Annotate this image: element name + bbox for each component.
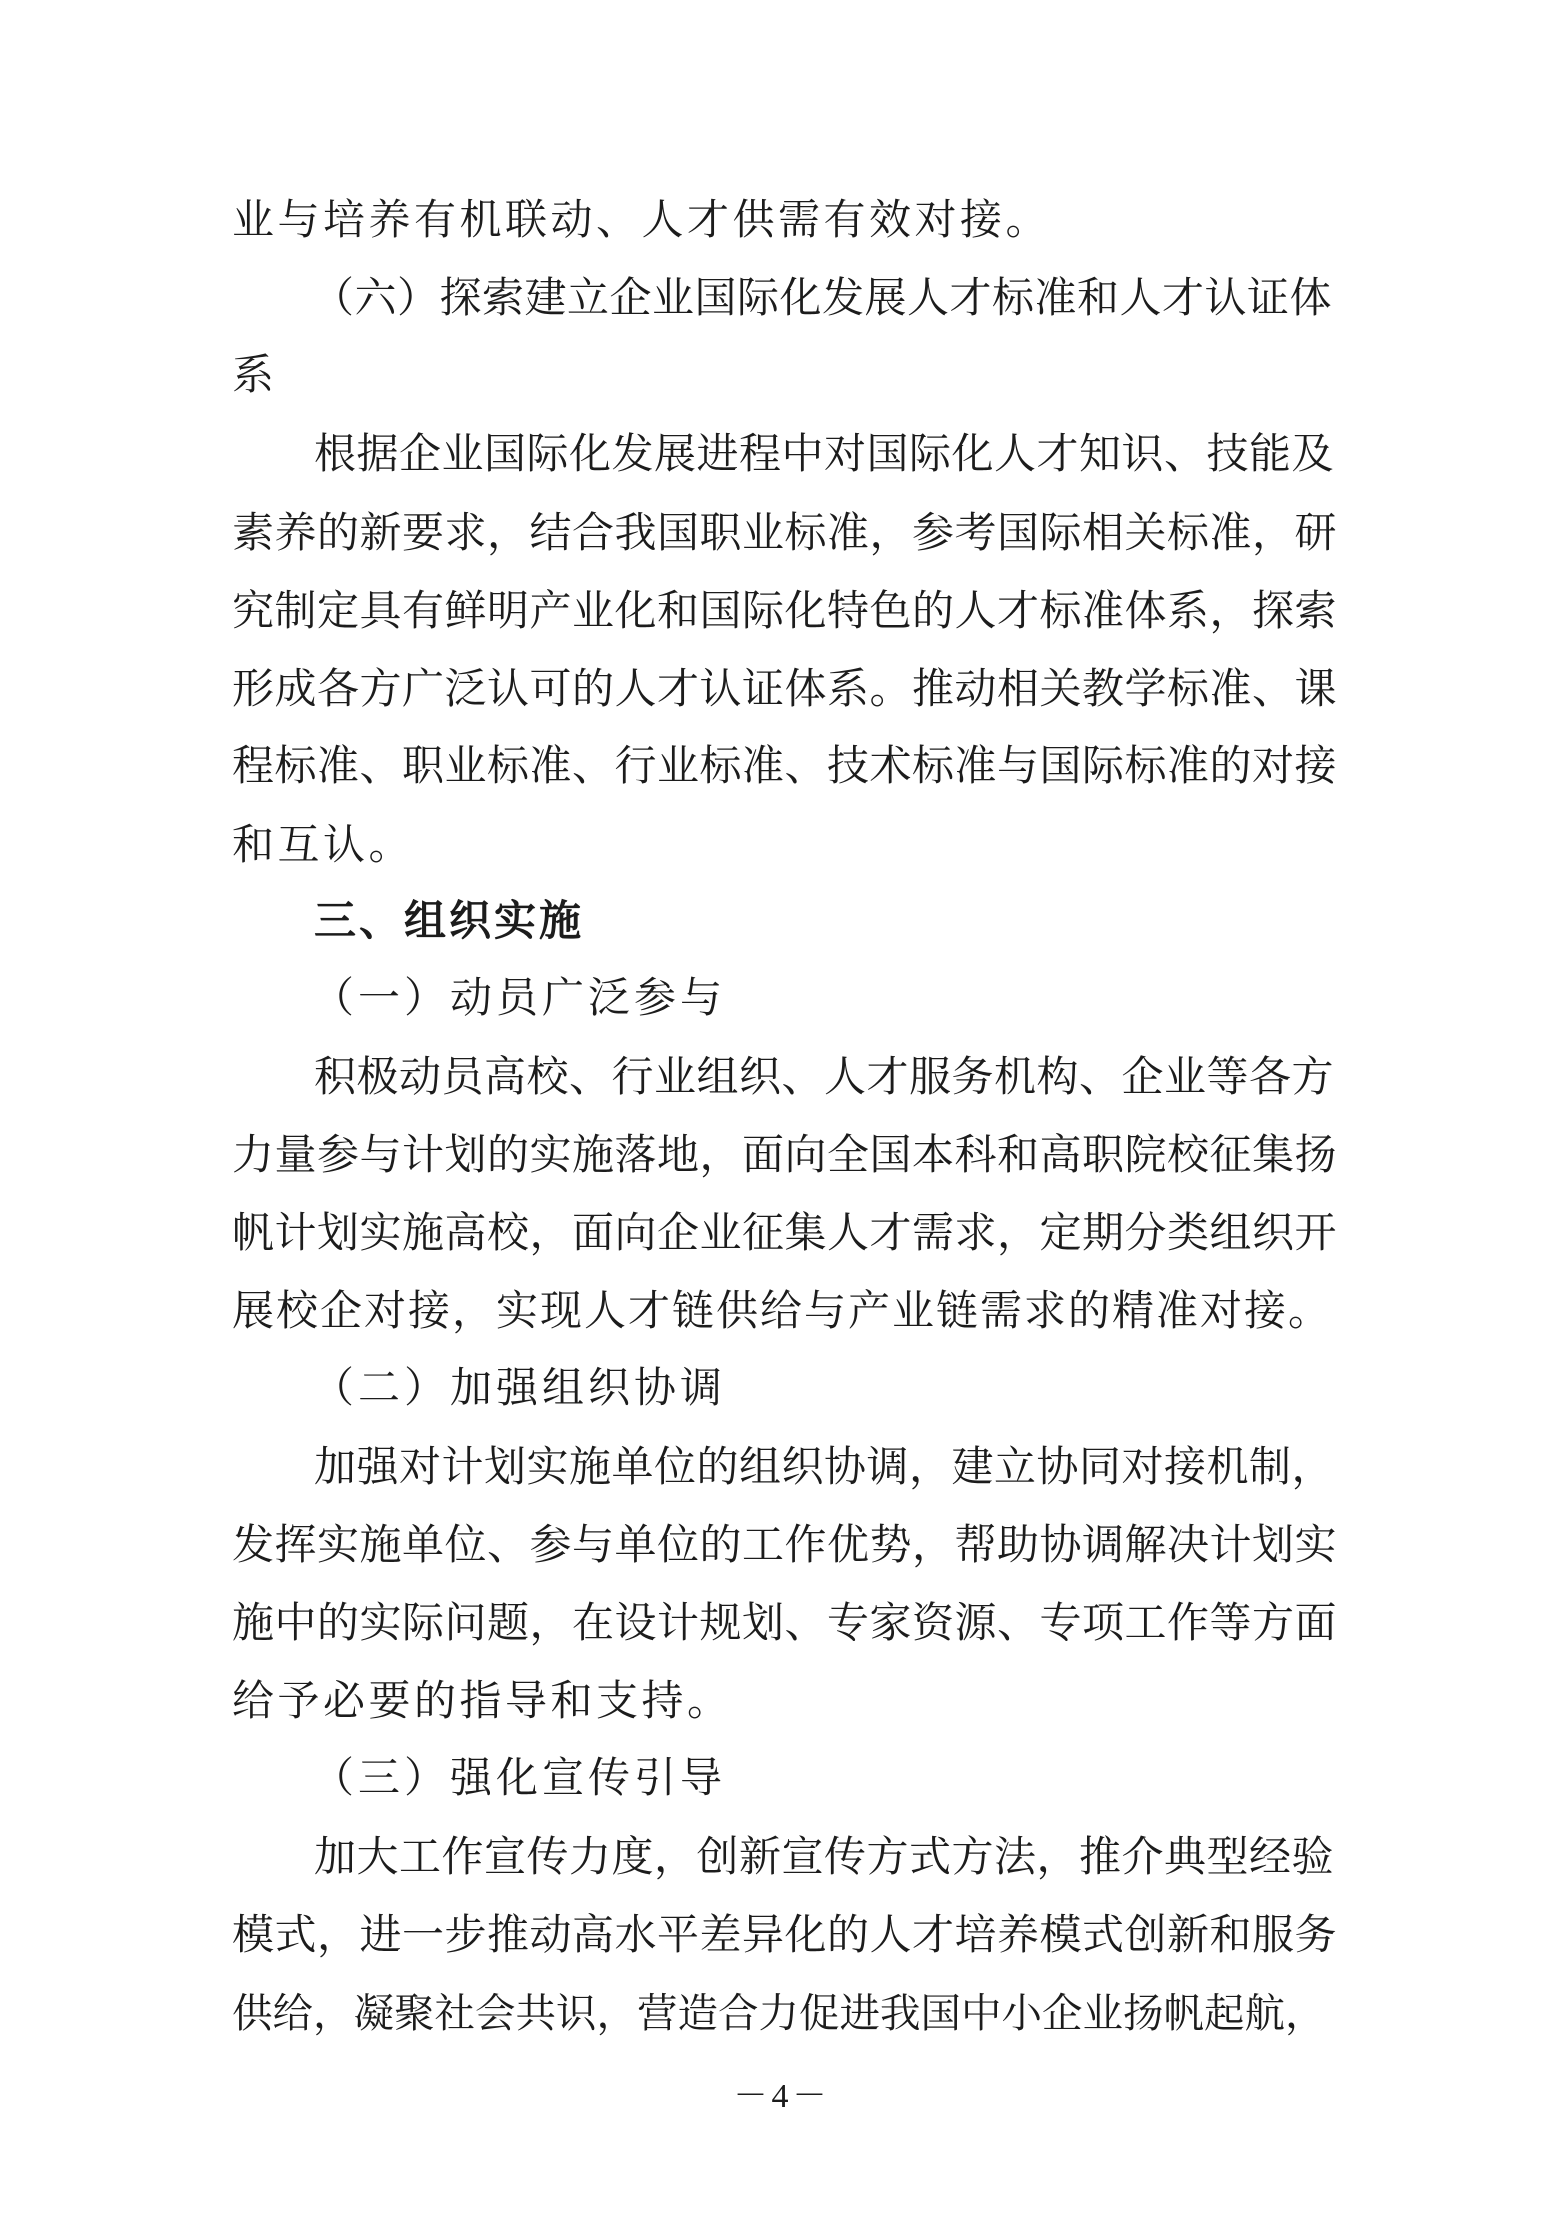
paragraph-line: 形成各方广泛认可的人才认证体系。推动相关教学标准、课 [232,664,1338,713]
section-heading-3: 三、组织实施 [314,896,585,945]
paragraph-line: 积极动员高校、行业组织、人才服务机构、企业等各方 [314,1052,1335,1101]
paragraph-line: 供给，凝聚社会共识，营造合力促进我国中小企业扬帆起航， [232,1989,1326,2037]
paragraph-line: 帆计划实施高校，面向企业征集人才需求，定期分类组织开 [232,1208,1338,1257]
paragraph-line: 给予必要的指导和支持。 [232,1676,733,1725]
subsection-heading-6-cont: 系 [232,350,279,399]
page-number: －4－ [733,2078,831,2115]
paragraph-line: 加大工作宣传力度，创新宣传方式方法，推介典型经验 [314,1832,1335,1881]
subsection-heading-1: （一）动员广泛参与 [312,973,727,1022]
paragraph-line: 加强对计划实施单位的组织协调，建立协同对接机制， [314,1442,1335,1491]
body-text-line: 业与培养有机联动、人才供需有效对接。 [232,195,1052,244]
paragraph-line: 根据企业国际化发展进程中对国际化人才知识、技能及 [314,429,1335,478]
paragraph-line: 究制定具有鲜明产业化和国际化特色的人才标准体系，探索 [232,586,1338,635]
paragraph-line: 施中的实际问题，在设计规划、专家资源、专项工作等方面 [232,1598,1338,1647]
subsection-heading-6: （六）探索建立企业国际化发展人才标准和人才认证体 [312,273,1333,322]
paragraph-line: 发挥实施单位、参与单位的工作优势，帮助协调解决计划实 [232,1520,1338,1569]
subsection-heading-2: （二）加强组织协调 [312,1363,727,1412]
paragraph-line: 模式，进一步推动高水平差异化的人才培养模式创新和服务 [232,1910,1338,1959]
paragraph-line: 和互认。 [232,820,415,869]
subsection-heading-3: （三）强化宣传引导 [312,1753,727,1802]
paragraph-line: 展校企对接，实现人才链供给与产业链需求的精准对接。 [232,1286,1333,1335]
paragraph-line: 素养的新要求，结合我国职业标准，参考国际相关标准，研 [232,508,1338,557]
paragraph-line: 力量参与计划的实施落地，面向全国本科和高职院校征集扬 [232,1130,1338,1179]
paragraph-line: 程标准、职业标准、行业标准、技术标准与国际标准的对接 [232,741,1338,790]
